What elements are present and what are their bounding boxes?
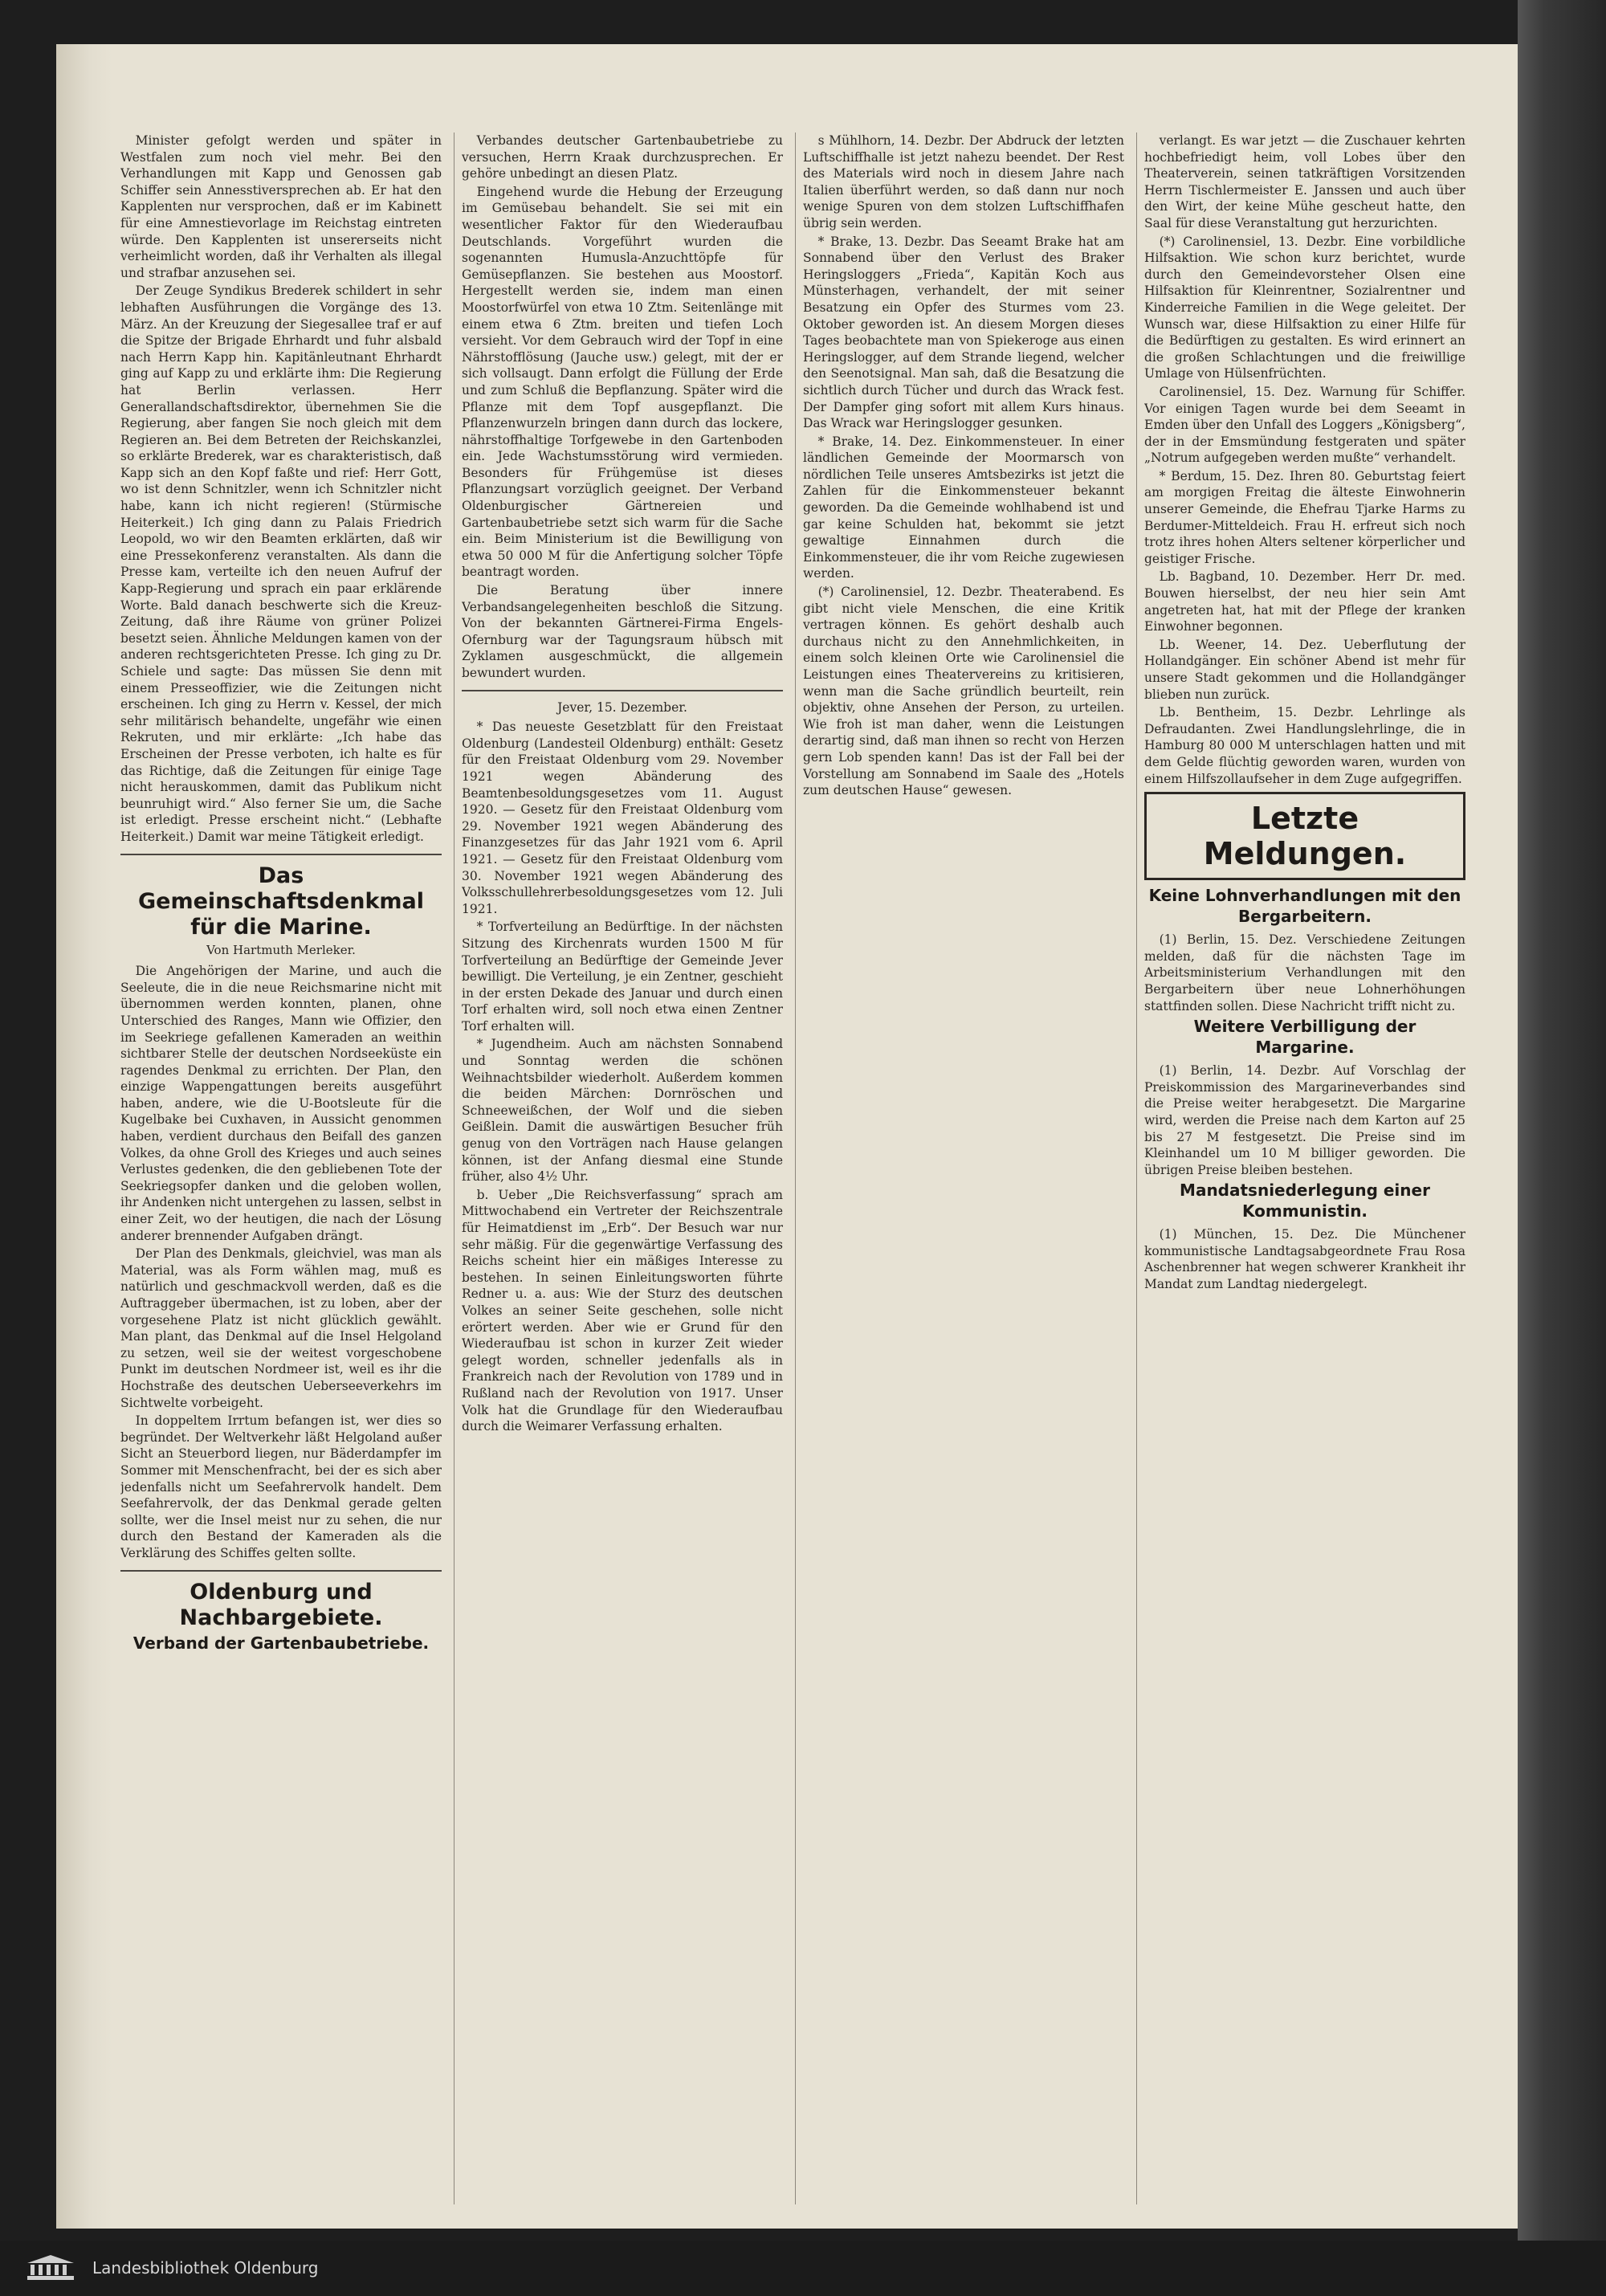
- jever-dateline: Jever, 15. Dezember.: [557, 699, 687, 715]
- paragraph: * Berdum, 15. Dez. Ihren 80. Geburtstag feiert am morgigen Freitag die älteste Einwohnerin unserer Gemeinde, die Ehefrau Tjarke Harms zu Berdumer-Mitteldeich. Frau H. erfreut sich noch trotz ihres hohen Alters seltener körperlicher und geistiger Frische.: [1144, 468, 1465, 566]
- column-1: [120, 133, 442, 2204]
- article-title: Das Gemeinschaftsdenkmal für die Marine.: [137, 863, 425, 940]
- paragraph: * Das neueste Gesetzblatt für den Freistaat Oldenburg (Landesteil Oldenburg) enthält: Gesetz für den Freistaat Oldenburg vom 29. November 1921 wegen Abänderung des Beamtenbesoldungsgesetzes vom 11. August 1920. — Gesetz für den Freistaat Oldenburg vom 29. November 1921 wegen Abänderung des Finanzgesetzes für das Jahr 1921 vom 6. April 1921. — Gesetz für den Freistaat Oldenburg vom 30. November 1921 wegen Abänderung des Volksschullehrerbesoldungsgesetzes vom 12. Juli 1921.: [462, 720, 783, 916]
- paragraph: s Mühlhorn, 14. Dezbr. Der Abdruck der letzten Luftschiffhalle ist jetzt nahezu beendet. Der Rest des Materials wird noch in diesem Jahre nach Italien überführt werden, so daß dann nur noch wenige Spuren von dem stolzen Luftschiffhafen übrig sein werden.: [803, 133, 1124, 230]
- paragraph: Lb. Weener, 14. Dez. Ueberflutung der Hollandgänger. Ein schöner Abend ist mehr für unsere Stadt gekommen und die Hollandgänger blieben nun zurück.: [1144, 637, 1465, 702]
- paragraph: Die Beratung über innere Verbandsangelegenheiten beschloß die Sitzung. Von der bekannten Gärtnerei-Firma Engels-Ofernburg war der Tagungsraum hübsch mit Zyklamen ausgeschmückt, die allgemein bewundert wurden.: [462, 583, 783, 680]
- paragraph: * Torfverteilung an Bedürftige. In der nächsten Sitzung des Kirchenrats wurden 1500 M für Torfverteilung an Bedürftige der Gemeinde Jever bewilligt. Die Verteilung, je ein Zentner, geschieht in der ersten Dekade des Januar und durch einen Torf erhalten wird, soll noch etwa einen Zentner Torf erhalten will.: [462, 920, 783, 1034]
- paragraph: (1) Berlin, 15. Dez. Verschiedene Zeitungen melden, daß für die nächsten Tage im Arbeitsministerium Verhandlungen mit den Bergarbeitern über neue Lohnerhöhungen stattfinden sollen. Diese Nachricht trifft nicht zu.: [1144, 932, 1465, 1013]
- paragraph: (*) Carolinensiel, 12. Dezbr. Theaterabend. Es gibt nicht viele Menschen, die eine Kritik vertragen können. Es gehört deshalb auch durchaus nicht zu den Annehmlichkeiten, in einem solch kleinen Orte wie Carolinensiel die Leistungen eines Theatervereins zu kritisieren, wenn man die Sache gründlich beurteilt, rein objektiv, ohne Ansehen der Person, zu urteilen. Wie froh ist man daher, wenn die Leistungen derartig sind, daß man ihnen so recht von Herzen gern Lob spenden kann! Das ist der Fall bei der Vorstellung am Sonnabend im Saale des „Hotels zum deutschen Hause“ gewesen.: [803, 585, 1124, 798]
- paragraph: (*) Carolinensiel, 13. Dezbr. Eine vorbildliche Hilfsaktion. Wie schon kurz berichtet, wurde durch den Gemeindevorsteher Olsen eine Hilfsaktion für Kleinrentner, Sozialrentner und Kinderreiche Familien in die Wege geleitet. Der Wunsch war, diese Hilfsaktion zu einer Hilfe für die Bedürftigen zu gestalten. Es wird erinnert an die großen Schlachtungen und die freiwillige Umlage von Hülsenfrüchten.: [1144, 234, 1465, 381]
- paragraph: Der Plan des Denkmals, gleichviel, was man als Material, was als Form wählen mag, muß es natürlich und geschmackvoll werden, daß es die Auftraggeber übermachen, ist zu loben, aber der vorgesehene Platz ist nicht glücklich gewählt. Man plant, das Denkmal auf die Insel Helgoland zu setzen, weil sie der weitest vorgeschobene Punkt im deutschen Nordmeer ist, weil es ihr die Hochstraße des deutschen Ueberseeverkehrs im Sichtwelte vorbeigeht.: [120, 1246, 442, 1410]
- footer-label: Landesbibliothek Oldenburg: [92, 2258, 319, 2278]
- column-4: [1144, 133, 1465, 2204]
- paragraph: Verbandes deutscher Gartenbaubetriebe zu versuchen, Herrn Kraak durchzusprechen. Er gehöre unbedingt an diesen Platz.: [462, 133, 783, 181]
- paragraph: (1) Berlin, 14. Dezbr. Auf Vorschlag der Preiskommission des Margarineverbandes sind die Preise weiter herabgesetzt. Die Margarine wird, werden die Preise nach dem Karton auf 25 bis 27 M festgesetzt. Die Preise sind im Kleinhandel um 10 M billiger geworden. Die übrigen Preise bleiben bestehen.: [1144, 1063, 1465, 1177]
- newspaper-page: [56, 44, 1518, 2229]
- paragraph: Minister gefolgt werden und später in Westfalen zum noch viel mehr. Bei den Verhandlungen mit Kapp und Genossen gab Schiffer sein Annesstiversprechen ab. Er hat den Kapplenten nur versprochen, daß er im Kabinett für eine Amnestievorlage im Reichstag eintreten würde. Den Kapplenten ist unsererseits nicht verheimlicht worden, daß ihr Verhalten als illegal und strafbar anzusehen sei.: [120, 133, 442, 280]
- column-2: [462, 133, 783, 2204]
- library-logo-icon: [22, 2252, 79, 2284]
- margarine-heading: Weitere Verbilligung der Margarine.: [1193, 1017, 1416, 1058]
- column-separator: [795, 133, 796, 2204]
- section-title: Oldenburg und Nachbargebiete.: [179, 1579, 383, 1630]
- paragraph: In doppeltem Irrtum befangen ist, wer dies so begründet. Der Weltverkehr läßt Helgoland außer Sicht an Steuerbord liegen, nur Bäderdampfer im Sommer mit Menschenfracht, bei der es sich aber jedenfalls nicht um Seefahrervolk handelt. Dem Seefahrervolk, der das Denkmal gerade gelten sollte, wer die Insel meist nur zu sehen, die nur durch den Bestand der Kameraden als die Verklärung des Schiffes gelten sollte.: [120, 1413, 442, 1560]
- article-byline: Von Hartmuth Merleker.: [206, 942, 356, 957]
- paragraph: * Brake, 14. Dez. Einkommensteuer. In einer ländlichen Gemeinde der Moormarsch von nördlichen Teile unseres Amtsbezirks ist jetzt die Zahlen für die Einkommensteuer bekannt geworden. Da die Gemeinde wohlhabend ist und gar keine Schulden hat, bekommt sie jetzt gewaltige Einnahmen durch die Einkommensteuer, die ihr vom Reiche zugewiesen werden.: [803, 434, 1124, 581]
- late-news-box: [1144, 792, 1465, 880]
- late-news-title: Letzte Meldungen.: [1203, 801, 1407, 872]
- paragraph: Lb. Bentheim, 15. Dezbr. Lehrlinge als Defraudanten. Zwei Handlungslehrlinge, die in Hamburg 80 000 M unterschlagen hatten und mit dem Gelde flüchtig geworden waren, wurden von einem Hilfszollaufseher in dem Zuge aufgegriffen.: [1144, 705, 1465, 786]
- column-separator: [1136, 133, 1137, 2204]
- divider: [120, 1570, 442, 1572]
- divider: [462, 690, 783, 691]
- paragraph: (1) München, 15. Dez. Die Münchener kommunistische Landtagsabgeordnete Frau Rosa Aschenbrenner hat wegen schwerer Krankheit ihr Mandat zum Landtag niedergelegt.: [1144, 1227, 1465, 1292]
- section-subtitle: Verband der Gartenbaubetriebe.: [132, 1633, 430, 1653]
- page-fold-shadow: [56, 44, 112, 2229]
- paragraph: Carolinensiel, 15. Dez. Warnung für Schiffer. Vor einigen Tagen wurde bei dem Seeamt in Emden über den Unfall des Loggers „Königsberg“, der in der Emsmündung festgeraten und später „Notrum aufgegeben werden mußte“ verhandelt.: [1144, 384, 1465, 466]
- book-spine-edge: [1518, 0, 1606, 2296]
- paragraph: Die Angehörigen der Marine, und auch die Seeleute, die in die neue Reichsmarine nicht mit übernommen werden konnten, planen, ohne Unterschied des Ranges, Mann wie Offizier, den im Seekriege gefallenen Kameraden an weithin sichtbarer Stelle der deutschen Nordseeküste ein ragendes Denkmal zu errichten. Der Plan, den einzige Wappengattungen bereits ausgeführt haben, andere, wie die U-Bootsleute für die Kugelbake bei Cuxhaven, in Aussicht genommen haben, verdient durchaus den Beifall des ganzen Volkes, da ohne Groll des Krieges und auch seines Verlustes gedenken, die den gebliebenen Tote der Seekriegsopfer danken und die geloben wollen, ihr Andenken nicht untergehen zu lassen, selbst in einer Zeit, wo der heutigen, die nach der Lösung anderer brennender Aufgaben drängt.: [120, 964, 442, 1243]
- paragraph: Lb. Bagband, 10. Dezember. Herr Dr. med. Bouwen hierselbst, der neu hier sein Amt angetreten hat, hat mit der Pflege der kranken Einwohner begonnen.: [1144, 569, 1465, 634]
- late-news-subtitle: Keine Lohnverhandlungen mit den Bergarbeitern.: [1148, 886, 1461, 927]
- divider: [120, 854, 442, 855]
- paragraph: Der Zeuge Syndikus Brederek schildert in sehr lebhaften Ausführungen die Vorgänge des 13. März. An der Kreuzung der Siegesallee traf er auf die Spitze der Brigade Ehrhardt und fuhr alsbald nach Herrn Kapp hin. Kapitänleutnant Ehrhardt ging auf Kapp zu und erklärte ihm: Die Regierung hat Berlin verlassen. Herr Generallandschaftsdirektor, übernehmen Sie die Regierung, aber fangen Sie noch gleich mit dem Regieren an. Bei dem Betreten der Reichskanzlei, so erklärte Brederek, war es charakteristisch, daß Kapp sich an den Kopf faßte und rief: Herr Gott, wo ist denn Schnitzler, wenn ich Schnitzler nicht habe, kann ich nicht regieren! (Stürmische Heiterkeit.) Ich ging dann zu Palais Friedrich Leopold, wo wir den Beamten erklärten, daß wir eine Pressekonferenz veranstalten. Als dann die Presse kam, verteilte ich den neuen Aufruf der Kapp-Regierung und sprach ein paar erklärende Worte. Bald danach beschwerte sich die Kreuz-Zeitung, daß ihre Räume von grüner Polizei besetzt seien. Ähnliche Meldungen kamen von der anderen rechtsgerichteten Presse. Ich ging zu Dr. Schiele und sagte: Das müssen Sie denn mit einem Presseoffizier, wie die Zeitungen nicht erscheinen. Ich ging zu Herrn v. Kessel, der mich sehr militärisch behandelte, ungefähr wie einen Rekruten, und mir erklärte: „Ich habe das Erscheinen der Presse verboten, ich halte es für das Richtige, daß die Zeitungen für einige Tage nicht herauskommen, damit das Publikum nicht beunruhigt wird.“ Also ferner Sie um, die Sache ist erledigt. Presse erscheint nicht.“ (Lebhafte Heiterkeit.) Damit war meine Tätigkeit erledigt.: [120, 283, 442, 844]
- paragraph: * Brake, 13. Dezbr. Das Seeamt Brake hat am Sonnabend über den Verlust des Braker Heringsloggers „Frieda“, Kapitän Koch aus Münsterhagen, verhandelt, der mit seiner Besatzung ein Opfer des Sturmes vom 23. Oktober geworden ist. An diesem Morgen dieses Tages beobachtete man von Spiekeroge aus einen Heringslogger, auf dem Strande liegend, welcher den Seenotsignal. Man sah, daß die Besatzung die sichtlich durch Tücher und durch das Wrack fest. Der Dampfer ging sofort mit allem Kurs hinaus. Das Wrack war Heringslogger gesunken.: [803, 234, 1124, 431]
- paragraph: * Jugendheim. Auch am nächsten Sonnabend und Sonntag werden die schönen Weihnachtsbilder wiederholt. Außerdem kommen die beiden Märchen: Dornröschen und Schneeweißchen, der Wolf und die sieben Geißlein. Damit die auswärtigen Besucher früh genug von den Vorträgen nach Hause gelangen können, ist der Anfang diesmal eine Stunde früher, also 4½ Uhr.: [462, 1037, 783, 1185]
- communist-heading: Mandatsniederlegung einer Kommunistin.: [1180, 1181, 1430, 1221]
- column-3: [803, 133, 1124, 2204]
- paragraph: Eingehend wurde die Hebung der Erzeugung im Gemüsebau behandelt. Sie sei mit ein wesentlicher Faktor für den Wiederaufbau Deutschlands. Vorgeführt wurden die sogenannten Humusla-Anzuchttöpfe für Gemüsepflanzen. Sie bestehen aus Moostorf. Hergestellt werden sie, indem man einen Moostorfwürfel von etwa 10 Ztm. Seitenlänge mit einem etwa 6 Ztm. breiten und tiefen Loch versieht. Vor dem Gebrauch wird der Topf in eine Nährstofflösung (Jauche usw.) gelegt, mit der er sich vollsaugt. Dann erfolgt die Füllung der Erde und zum Schluß die Bepflanzung. Später wird die Pflanze mit dem Topf ausgepflanzt. Die Pflanzenwurzeln bringen dann durch das lockere, nährstoffhaltige Torfgewebe in den Gartenboden ein. Jede Wachstumsstörung wird vermieden. Besonders für Frühgemüse ist dieses Pflanzungsart vorzüglich geeignet. Der Verband Oldenburgischer Gärtnereien und Gartenbaubetriebe setzt sich warm für die Sache ein. Beim Ministerium ist die Bewilligung von etwa 50 000 M für die Anfertigung solcher Töpfe beantragt worden.: [462, 184, 783, 580]
- paragraph: verlangt. Es war jetzt — die Zuschauer kehrten hochbefriedigt heim, voll Lobes über den Theaterverein, seinen tatkräftigen Vorsitzenden Herrn Tischlermeister E. Janssen und auch über den Wirt, der keine Mühe gescheut hatte, den Saal für diese Veranstaltung gut herzurichten.: [1144, 133, 1465, 230]
- paragraph: b. Ueber „Die Reichsverfassung“ sprach am Mittwochabend ein Vertreter der Reichszentrale für Heimatdienst im „Erb“. Der Besuch war nur sehr mäßig. Für die gegenwärtige Verfassung des Reichs scheint hier ein mäßiges Interesse zu bestehen. In seinen Einleitungsworten führte Redner u. a. aus: Wie der Sturz des deutschen Volkes an seiner Seite geschehen, solle nicht erörtert werden. Aber wie er Grund für den Wiederaufbau ist schon in kurzer Zeit wieder gelegt worden, schneller jedenfalls als in Frankreich nach der Revolution von 1789 und in Rußland nach der Revolution von 1917. Unser Volk hat die Grundlage für den Wiederaufbau durch die Weimarer Verfassung erhalten.: [462, 1187, 783, 1434]
- viewer-footer: [0, 2241, 1606, 2296]
